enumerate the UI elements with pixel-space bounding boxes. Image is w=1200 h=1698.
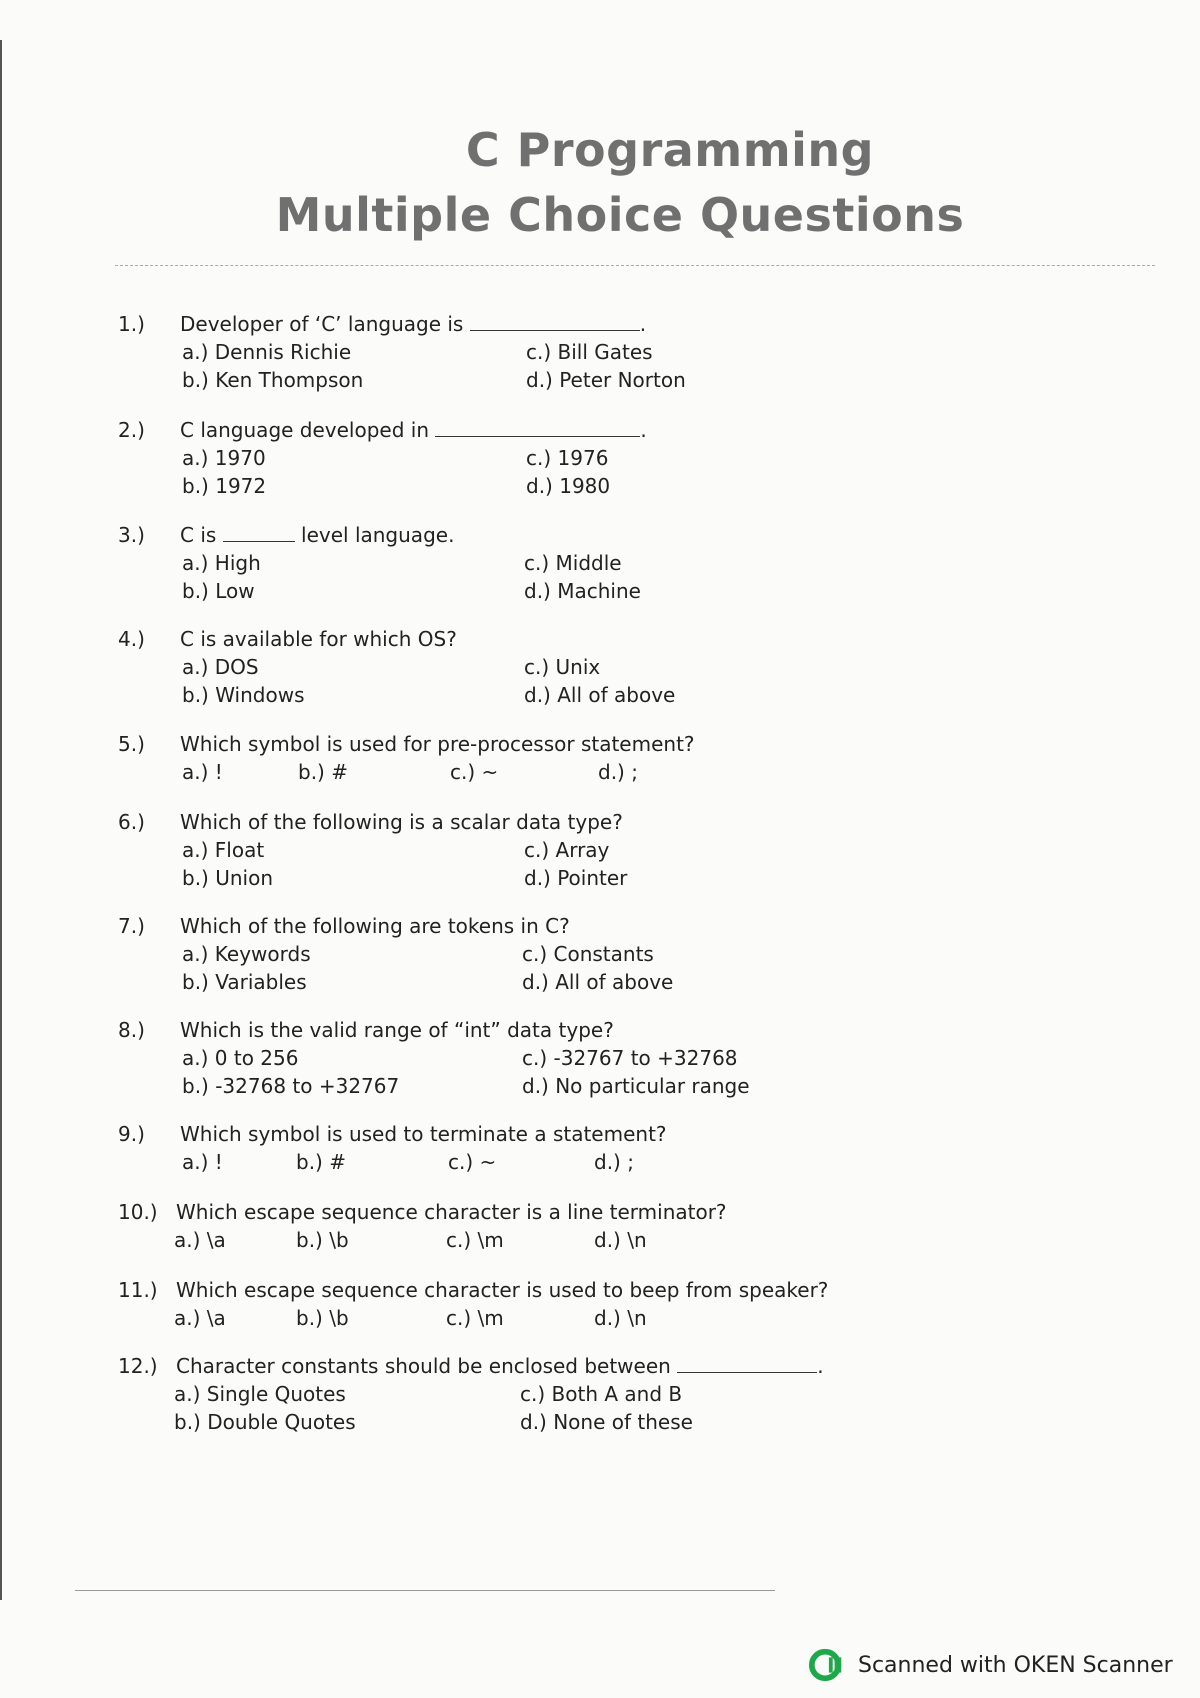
- option-a: a.) Dennis Richie: [182, 340, 352, 364]
- question-text: C language developed in .: [180, 418, 647, 442]
- option-b: b.) #: [298, 760, 348, 784]
- answer-blank: [223, 523, 295, 542]
- answer-blank: [470, 312, 640, 331]
- option-b: b.) #: [296, 1150, 346, 1174]
- title-divider: [115, 265, 1155, 266]
- question-text: Which is the valid range of “int” data type?: [180, 1018, 614, 1042]
- option-b: b.) Variables: [182, 970, 307, 994]
- option-a: a.) Single Quotes: [174, 1382, 346, 1406]
- option-c: c.) ~: [450, 760, 499, 784]
- option-c: c.) Both A and B: [520, 1382, 683, 1406]
- option-d: d.) Peter Norton: [526, 368, 686, 392]
- option-b: b.) Windows: [182, 683, 305, 707]
- option-c: c.) -32767 to +32768: [522, 1046, 738, 1070]
- option-c: c.) ~: [448, 1150, 497, 1174]
- option-a: a.) \a: [174, 1228, 226, 1252]
- question-number: 5.): [118, 732, 145, 756]
- option-c: c.) Constants: [522, 942, 654, 966]
- option-d: d.) All of above: [522, 970, 674, 994]
- option-d: d.) Machine: [524, 579, 641, 603]
- answer-blank: [677, 1354, 817, 1373]
- question-number: 12.): [118, 1354, 158, 1378]
- title-block: [0, 120, 1200, 250]
- option-a: a.) Float: [182, 838, 265, 862]
- option-c: c.) Bill Gates: [526, 340, 653, 364]
- option-d: d.) \n: [594, 1228, 647, 1252]
- question-number: 1.): [118, 312, 145, 336]
- bottom-divider: [75, 1590, 775, 1591]
- option-d: d.) 1980: [526, 474, 611, 498]
- question-text: C is level language.: [180, 523, 455, 547]
- question-text: Which escape sequence character is a line terminator?: [176, 1200, 727, 1224]
- watermark-text: Scanned with OKEN Scanner: [858, 1652, 1173, 1678]
- option-a: a.) High: [182, 551, 261, 575]
- question-text: Which symbol is used to terminate a statement?: [180, 1122, 667, 1146]
- question-text: Which of the following are tokens in C?: [180, 914, 570, 938]
- option-d: d.) ;: [594, 1150, 634, 1174]
- option-d: d.) All of above: [524, 683, 676, 707]
- option-b: b.) -32768 to +32767: [182, 1074, 400, 1098]
- option-c: c.) \m: [446, 1228, 504, 1252]
- title-line-1: C Programming: [465, 123, 875, 177]
- option-a: a.) \a: [174, 1306, 226, 1330]
- option-b: b.) 1972: [182, 474, 267, 498]
- option-d: d.) ;: [598, 760, 638, 784]
- option-d: d.) No particular range: [522, 1074, 750, 1098]
- page-edge: [0, 40, 2, 1600]
- title-line-2: Multiple Choice Questions: [275, 188, 965, 242]
- option-c: c.) \m: [446, 1306, 504, 1330]
- question-text: Which symbol is used for pre-processor statement?: [180, 732, 695, 756]
- option-a: a.) 1970: [182, 446, 266, 470]
- option-b: b.) Low: [182, 579, 255, 603]
- question-number: 2.): [118, 418, 145, 442]
- question-text: Which of the following is a scalar data type?: [180, 810, 623, 834]
- question-number: 7.): [118, 914, 145, 938]
- option-b: b.) \b: [296, 1228, 349, 1252]
- option-c: c.) Array: [524, 838, 610, 862]
- option-b: b.) Double Quotes: [174, 1410, 356, 1434]
- option-c: c.) Unix: [524, 655, 601, 679]
- option-a: a.) 0 to 256: [182, 1046, 299, 1070]
- option-a: a.) !: [182, 760, 223, 784]
- scanner-watermark: [808, 1646, 1173, 1684]
- question-number: 3.): [118, 523, 145, 547]
- question-number: 4.): [118, 627, 145, 651]
- answer-blank: [435, 418, 640, 437]
- question-text: Developer of ‘C’ language is .: [180, 312, 647, 336]
- option-a: a.) DOS: [182, 655, 259, 679]
- question-number: 6.): [118, 810, 145, 834]
- question-number: 8.): [118, 1018, 145, 1042]
- option-b: b.) Ken Thompson: [182, 368, 364, 392]
- oken-scanner-logo-icon: [808, 1646, 846, 1684]
- option-c: c.) 1976: [526, 446, 609, 470]
- option-d: d.) None of these: [520, 1410, 693, 1434]
- option-b: b.) Union: [182, 866, 273, 890]
- question-text: Which escape sequence character is used to beep from speaker?: [176, 1278, 829, 1302]
- question-number: 10.): [118, 1200, 158, 1224]
- option-b: b.) \b: [296, 1306, 349, 1330]
- option-a: a.) !: [182, 1150, 223, 1174]
- option-c: c.) Middle: [524, 551, 622, 575]
- question-text: Character constants should be enclosed between .: [176, 1354, 824, 1378]
- option-a: a.) Keywords: [182, 942, 311, 966]
- question-text: C is available for which OS?: [180, 627, 457, 651]
- question-number: 9.): [118, 1122, 145, 1146]
- question-number: 11.): [118, 1278, 158, 1302]
- option-d: d.) Pointer: [524, 866, 628, 890]
- option-d: d.) \n: [594, 1306, 647, 1330]
